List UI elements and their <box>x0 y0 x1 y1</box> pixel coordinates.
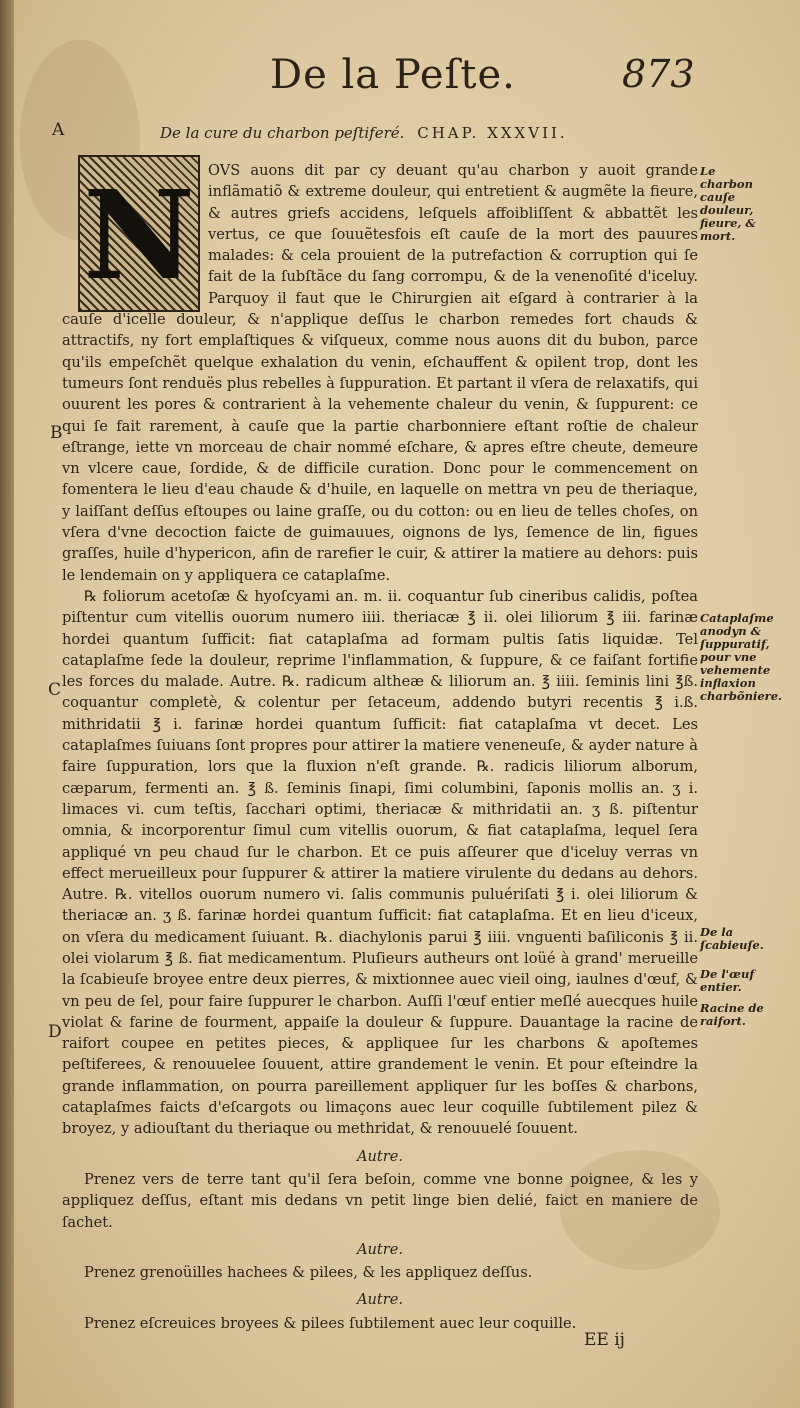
signature-mark: EE ij <box>584 1330 625 1350</box>
initial-letter: N <box>83 163 195 307</box>
page-number: 873 <box>622 52 695 96</box>
recipe-text: Prenez grenoüilles hachees & pilees, & les appliquez deſſus. <box>84 1264 533 1282</box>
recipe-text: Prenez vers de terre tant qu'il ſera beſoin, comme vne bonne poignee, & les y appliquez deſſus, eſtant mis dedans vn petit linge bien delié, faict en maniere de ſachet. <box>62 1170 698 1231</box>
margin-note: Le charbon cauſe douleur, fieure, & mort. <box>700 164 756 243</box>
main-text <box>62 160 698 1334</box>
binding-gutter <box>0 0 14 1408</box>
paragraph-intro: OVS auons dit par cy deuant qu'au charbon y auoit grande inflãmatiõ & extreme douleur, qui entretient & augmẽte la fieure, & autres griefs accidens, leſquels affoibliſſent & abbattẽt les vertus, ce que ſouuẽtesfois eſt cauſe de la mort des pauures malades: & cela prouient de la putrefaction & corruption qui ſe fait de la ſubſtãce du ſang corrompu, & de la venenoſité d'iceluy. Parquoy il faut que le Chirurgien ait eſgard à contrarier à la cauſe d'icelle douleur, & n'applique deſſus le charbon remedes fort chauds & attractifs, ny fort emplaſtiques & viſqueux, comme nous auons dit du bubon, parce qu'ils empeſchẽt quelque exhalation du venin, eſchauffent & opilent trop, dont les tumeurs ſont renduës plus rebelles à ſuppuration. Et partant il vſera de relaxatifs, qui ouurent les pores & contrarient à la vehemente chaleur du venin, & ſuppurent: ce qui ſe fait rarement, à cauſe que la partie charbonniere eſtant roſtie de chaleur eſtrange, iette vn morceau de chair nommé eſchare, & apres eſtre cheute, demeure vn vlcere caue, ſordide, & de difficile curation. Donc pour le commencement on fomentera le lieu d'eau chaude & d'huile, en laquelle on mettra vn peu de theriaque, y laiſſant deſſus eſtoupes ou laine graſſe, ou du cotton: ou en lieu de telles choſes, on vſera d'vne decoction faicte de guimauues, oignons de lys, ſemence de lin, figues graſſes, huile d'hypericon, afin de rarefier le cuir, & attirer la matiere au dehors: puis le lendemain on y appliquera ce cataplaſme. <box>62 162 698 584</box>
chapter-title: De la cure du charbon peſtiferé. <box>160 124 405 142</box>
recipe-heading: Autre. <box>356 1240 404 1258</box>
running-head: De la Peſte. <box>270 52 516 98</box>
section-letter-d: D <box>48 1022 62 1042</box>
section-letter-c: C <box>48 680 62 700</box>
margin-note: De l'œuf entier. <box>700 967 755 994</box>
section-letter-a: A <box>52 120 65 140</box>
chapter-heading <box>160 124 720 142</box>
margin-note: Cataplaſme anodyn & ſuppuratif, pour vne vehemente inflaxion charbõniere. <box>700 611 783 703</box>
initial-spacer <box>62 160 208 307</box>
recipe-heading: Autre. <box>356 1291 404 1309</box>
recipe-heading: Autre. <box>356 1147 404 1165</box>
chapter-number: CHAP. XXXVII. <box>417 124 568 142</box>
margin-note: Racine de raifort. <box>700 1001 764 1028</box>
paragraph-remedies: ℞ foliorum acetoſæ & hyoſcyami an. m. ii. coquantur ſub cineribus calidis, poſtea piſtentur cum vitellis ouorum numero iiii. theriacæ ℥ ii. olei liliorum ℥ iii. farinæ hordei quantum ſufficit: fiat cataplaſma ad formam pultis ſatis liquidæ. Tel cataplaſme ſede la douleur, reprime l'inflammation, & ſuppure, & ce faiſant fortifie les forces du malade. Autre. ℞. radicum altheæ & liliorum an. ℥ iiii. ſeminis lini ℥ß. coquantur completè, & colentur per ſetaceum, addendo butyri recentis ℥ i.ß. mithridatii ℥ i. farinæ hordei quantum ſufficit: fiat cataplaſma vt decet. Les cataplaſmes ſuiuans ſont propres pour attirer la matiere veneneuſe, & ayder nature à faire ſuppuration, lors que la fluxion n'eſt grande. ℞. radicis liliorum alborum, cæparum, fermenti an. ℥ ß. ſeminis ſinapi, ſimi columbini, ſaponis mollis an. ʒ i. limaces vi. cum teſtis, ſacchari optimi, theriacæ & mithridatii an. ʒ ß. piſtentur omnia, & incorporentur ſimul cum vitellis ouorum, & fiat cataplaſma, lequel ſera appliqué vn peu chaud ſur le charbon. Et ce puis aſſeurer que d'iceluy verras vn effect merueilleux pour ſuppurer & attirer la matiere virulente du dedans au dehors. Autre. ℞. vitellos ouorum numero vi. ſalis communis puluériſati ℥ i. olei liliorum & theriacæ an. ʒ ß. farinæ hordei quantum ſufficit: fiat cataplaſma. Et en lieu d'iceux, on vſera du medicament ſuiuant. ℞. diachylonis parui ℥ iiii. vnguenti baſiliconis ℥ ii. olei violarum ℥ ß. fiat medicamentum. Pluſieurs autheurs ont loüé à grand' merueille la ſcabieuſe broyee entre deux pierres, & mixtionnee auec vieil oing, iaulnes d'œuf, & vn peu de ſel, pour faire ſuppurer le charbon. Auſſi l'œuf entier meſlé auecques huile violat & farine de fourment, appaiſe la douleur & ſuppure. Dauantage la racine de raifort coupee en petites pieces, & appliquee ſur les charbons & apoſtemes peſtiferees, & renouuelee ſouuent, attire grandement le venin. Et pour eſteindre la grande inflammation, on pourra pareillement appliquer ſur les boſſes & charbons, cataplaſmes faicts d'eſcargots ou limaçons auec leur coquille ſubtilement pilez & broyez, y adiouſtant du theriaque ou methridat, & renouuelé ſouuent. <box>62 587 698 1138</box>
section-letter-b: B <box>50 423 63 443</box>
margin-note: De la ſcabieuſe. <box>700 925 764 952</box>
recipe-text: Prenez eſcreuices broyees & pilees ſubtilement auec leur coquille. <box>84 1314 577 1332</box>
